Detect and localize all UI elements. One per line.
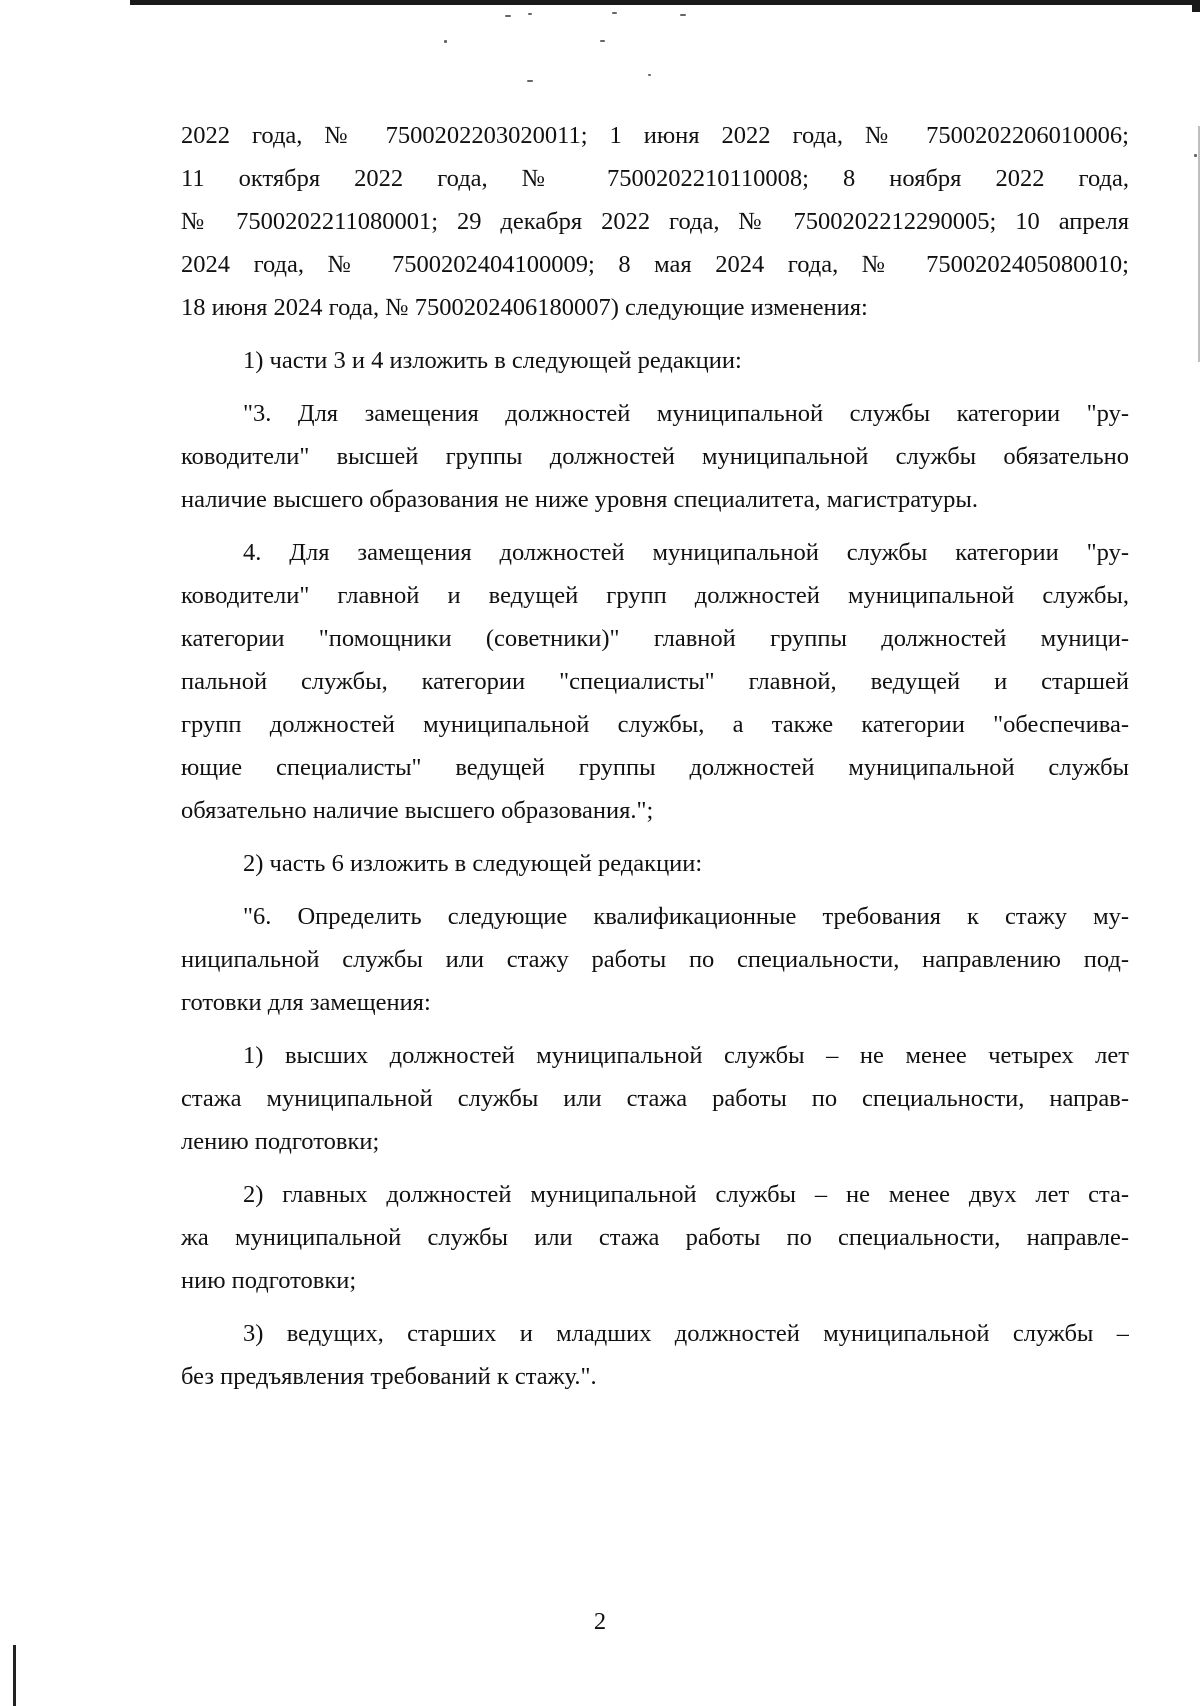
text-line: "3. Для замещения должностей муниципальной службы категории "ру- bbox=[243, 400, 1129, 427]
text-line: 18 июня 2024 года, № 7500202406180007) следующие изменения: bbox=[181, 294, 868, 321]
text-line: 11 октября 2022 года, № 7500202210110008; 8 ноября 2022 года, bbox=[181, 165, 1129, 192]
text-line: "6. Определить следующие квалификационные требования к стажу му- bbox=[243, 903, 1129, 930]
text-line: ющие специалисты" ведущей группы должностей муниципальной службы bbox=[181, 754, 1129, 781]
scan-speck bbox=[1194, 154, 1197, 157]
text-line: № 7500202211080001; 29 декабря 2022 года, № 7500202212290005; 10 апреля bbox=[181, 208, 1129, 235]
text-line: обязательно наличие высшего образования."; bbox=[181, 797, 654, 824]
scan-left-edge-mark bbox=[13, 1645, 16, 1706]
scan-speck bbox=[612, 12, 617, 14]
text-line: пальной службы, категории "специалисты" главной, ведущей и старшей bbox=[181, 668, 1129, 695]
document-body bbox=[181, 114, 1129, 1398]
text-line: 4. Для замещения должностей муниципальной службы категории "ру- bbox=[243, 539, 1129, 566]
text-line: категории "помощники (советники)" главной группы должностей муници- bbox=[181, 625, 1129, 652]
text-line: 2) часть 6 изложить в следующей редакции: bbox=[243, 850, 703, 877]
scan-speck bbox=[528, 13, 532, 15]
text-line: нию подготовки; bbox=[181, 1267, 357, 1294]
text-line: стажа муниципальной службы или стажа работы по специальности, направ- bbox=[181, 1085, 1129, 1112]
text-line: 2024 года, № 7500202404100009; 8 мая 2024 года, № 7500202405080010; bbox=[181, 251, 1129, 278]
text-line: 2022 года, № 7500202203020011; 1 июня 2022 года, № 7500202206010006; bbox=[181, 122, 1129, 149]
page-number: 2 bbox=[593, 1608, 607, 1635]
text-line: жа муниципальной службы или стажа работы по специальности, направле- bbox=[181, 1224, 1129, 1251]
text-line: групп должностей муниципальной службы, а также категории "обеспечива- bbox=[181, 711, 1129, 738]
text-line: лению подготовки; bbox=[181, 1128, 380, 1155]
text-line: 2) главных должностей муниципальной службы – не менее двух лет ста- bbox=[243, 1181, 1129, 1208]
text-line: ководители" главной и ведущей групп должностей муниципальной службы, bbox=[181, 582, 1129, 609]
text-line: 3) ведущих, старших и младших должностей муниципальной службы – bbox=[243, 1320, 1129, 1347]
scan-speck bbox=[600, 40, 605, 42]
scan-speck bbox=[648, 74, 651, 76]
scan-speck bbox=[527, 80, 533, 82]
scan-top-rule-end bbox=[1192, 0, 1200, 12]
scan-speck bbox=[505, 15, 511, 17]
text-line: готовки для замещения: bbox=[181, 989, 431, 1016]
text-line: 1) высших должностей муниципальной службы – не менее четырех лет bbox=[243, 1042, 1129, 1069]
scan-speck bbox=[444, 40, 447, 43]
scan-speck bbox=[680, 14, 686, 16]
text-line: ниципальной службы или стажу работы по специальности, направлению под- bbox=[181, 946, 1129, 973]
text-line: без предъявления требований к стажу.". bbox=[181, 1363, 597, 1390]
text-line: 1) части 3 и 4 изложить в следующей редакции: bbox=[243, 347, 742, 374]
text-line: наличие высшего образования не ниже уровня специалитета, магистратуры. bbox=[181, 486, 978, 513]
text-line: ководители" высшей группы должностей муниципальной службы обязательно bbox=[181, 443, 1129, 470]
scan-top-rule bbox=[130, 0, 1200, 5]
